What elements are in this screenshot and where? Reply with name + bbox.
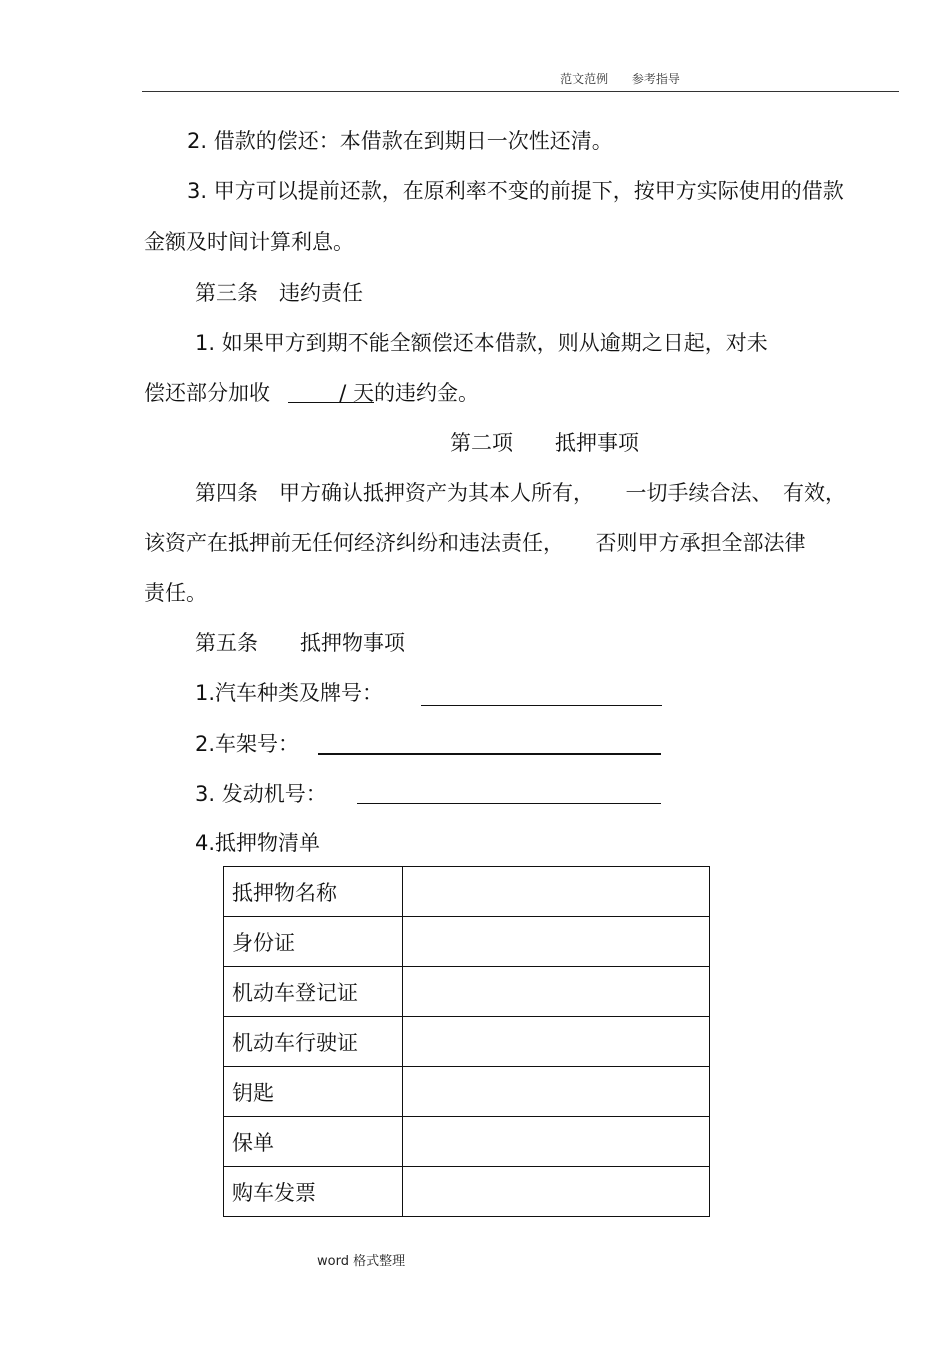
- item-collateral-list: 4.抵押物清单: [195, 831, 321, 855]
- penalty-blank[interactable]: [288, 380, 374, 403]
- header-rule: [142, 91, 899, 92]
- table-cell-value[interactable]: [403, 1117, 710, 1167]
- para-repayment: 2. 借款的偿还：本借款在到期日一次性还清。: [187, 129, 613, 153]
- table-cell-value[interactable]: [403, 867, 710, 917]
- table-cell-label: 钥匙: [224, 1067, 403, 1117]
- table-cell-label: 机动车行驶证: [224, 1017, 403, 1067]
- collateral-table: [223, 866, 710, 1217]
- para-early-repay-1: 3. 甲方可以提前还款，在原利率不变的前提下，按甲方实际使用的借款: [187, 179, 844, 203]
- table-cell-value[interactable]: [403, 1167, 710, 1217]
- section2-title: 第二项 抵押事项: [450, 431, 639, 455]
- para-early-repay-2: 金额及时间计算利息。: [144, 230, 354, 254]
- page-header: [0, 70, 950, 87]
- article3-title: 第三条 违约责任: [195, 281, 363, 305]
- penalty-pre: 偿还部分加收: [144, 381, 270, 405]
- table-cell-value[interactable]: [403, 1067, 710, 1117]
- para-penalty-1: 1. 如果甲方到期不能全额偿还本借款，则从逾期之日起，对未: [195, 331, 768, 355]
- table-cell-value[interactable]: [403, 1017, 710, 1067]
- header-left: 范文范例: [560, 72, 609, 86]
- article4-line2: 该资产在抵押前无任何经济纠纷和违法责任， 否则甲方承担全部法律: [144, 531, 806, 555]
- article4-line3: 责任。: [144, 581, 207, 605]
- table-row: [224, 967, 710, 1017]
- table-row: [224, 1067, 710, 1117]
- table-cell-label: 机动车登记证: [224, 967, 403, 1017]
- car-type-field[interactable]: [421, 683, 662, 706]
- table-cell-label: 保单: [224, 1117, 403, 1167]
- frame-no-field[interactable]: [318, 731, 661, 755]
- page-footer: word 格式整理: [317, 1254, 406, 1269]
- penalty-blank-text: / 天: [339, 381, 374, 405]
- item-frame-no: 2.车架号：: [195, 732, 300, 756]
- table-row: [224, 1117, 710, 1167]
- article5-title: 第五条 抵押物事项: [195, 631, 405, 655]
- table-cell-value[interactable]: [403, 917, 710, 967]
- item-engine-no: 3. 发动机号：: [195, 782, 327, 806]
- table-cell-value[interactable]: [403, 967, 710, 1017]
- para-penalty-2: [144, 380, 479, 406]
- item-car-type: 1.汽车种类及牌号：: [195, 681, 384, 705]
- table-row: [224, 867, 710, 917]
- engine-no-field[interactable]: [357, 781, 661, 804]
- table-cell-label: 身份证: [224, 917, 403, 967]
- article4-line1: 第四条 甲方确认抵押资产为其本人所有， 一切手续合法、 有效，: [195, 481, 846, 505]
- penalty-post: 的违约金。: [374, 381, 479, 405]
- header-right: 参考指导: [631, 72, 680, 86]
- table-row: [224, 917, 710, 967]
- table-cell-label: 抵押物名称: [224, 867, 403, 917]
- table-cell-label: 购车发票: [224, 1167, 403, 1217]
- table-row: [224, 1017, 710, 1067]
- table-row: [224, 1167, 710, 1217]
